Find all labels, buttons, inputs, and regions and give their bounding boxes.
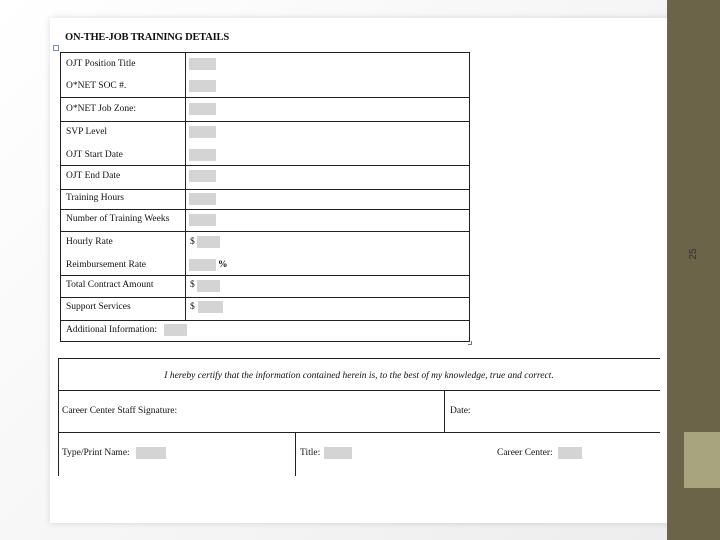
table-row	[61, 189, 469, 209]
support-services-field[interactable]	[198, 301, 223, 313]
table-row	[61, 231, 469, 275]
reimbursement-rate-label: Reimbursement Rate	[66, 260, 146, 270]
table-end-mark	[468, 341, 472, 345]
print-name-field[interactable]	[136, 447, 166, 459]
section-heading: ON-THE-JOB TRAINING DETAILS	[65, 32, 229, 43]
svp-level-field[interactable]	[189, 126, 216, 138]
table-row	[61, 275, 469, 297]
reimbursement-rate-field[interactable]	[189, 259, 216, 271]
date-label: Date:	[450, 406, 471, 416]
support-services-currency: $	[190, 302, 195, 312]
training-hours-label: Training Hours	[66, 193, 124, 203]
career-center-label: Career Center:	[497, 448, 553, 458]
staff-signature-label: Career Center Staff Signature:	[62, 406, 178, 416]
table-row	[61, 297, 469, 320]
certification-statement: I hereby certify that the information contained herein is, to the best of my knowledge, true and correct.	[164, 371, 554, 381]
side-decor-accent	[684, 432, 720, 488]
table-row	[61, 53, 469, 97]
hourly-rate-field[interactable]	[197, 236, 220, 248]
ojt-details-table	[60, 52, 470, 342]
cert-title-divider	[295, 432, 296, 476]
svp-level-label: SVP Level	[66, 127, 108, 137]
table-row	[61, 97, 469, 121]
hourly-rate-currency: $	[190, 237, 195, 247]
table-row	[61, 121, 469, 165]
position-title-label: OJT Position Title	[66, 59, 136, 69]
print-name-label: Type/Print Name:	[62, 448, 130, 458]
reimbursement-rate-percent: %	[218, 260, 228, 270]
end-date-field[interactable]	[189, 170, 216, 182]
training-weeks-label: Number of Training Weeks	[66, 214, 170, 224]
training-hours-field[interactable]	[189, 193, 216, 205]
cert-date-divider	[444, 390, 445, 432]
additional-info-field[interactable]	[164, 324, 187, 336]
certification-table	[58, 358, 660, 476]
table-row	[61, 209, 469, 231]
onet-job-zone-field[interactable]	[189, 103, 216, 115]
additional-info-label: Additional Information:	[66, 325, 158, 335]
training-weeks-field[interactable]	[189, 214, 216, 226]
cert-statement-divider	[58, 390, 660, 391]
total-contract-currency: $	[190, 280, 195, 290]
cert-signature-divider	[58, 432, 660, 433]
position-title-field[interactable]	[189, 58, 216, 70]
career-center-field[interactable]	[558, 447, 582, 459]
total-contract-field[interactable]	[197, 280, 220, 292]
page-number: 25	[688, 248, 699, 260]
hourly-rate-label: Hourly Rate	[66, 237, 113, 247]
cert-top-border	[58, 358, 660, 359]
total-contract-label: Total Contract Amount	[66, 280, 154, 290]
end-date-label: OJT End Date	[66, 171, 121, 181]
start-date-field[interactable]	[189, 149, 216, 161]
onet-job-zone-label: O*NET Job Zone:	[66, 104, 137, 114]
table-row	[61, 165, 469, 189]
table-row	[61, 320, 469, 341]
support-services-label: Support Services	[66, 302, 131, 312]
title-label: Title:	[300, 448, 321, 458]
start-date-label: OJT Start Date	[66, 150, 123, 160]
title-field[interactable]	[324, 447, 352, 459]
table-anchor-icon	[53, 45, 59, 51]
onet-soc-field[interactable]	[189, 80, 216, 92]
onet-soc-label: O*NET SOC #.	[66, 81, 127, 91]
